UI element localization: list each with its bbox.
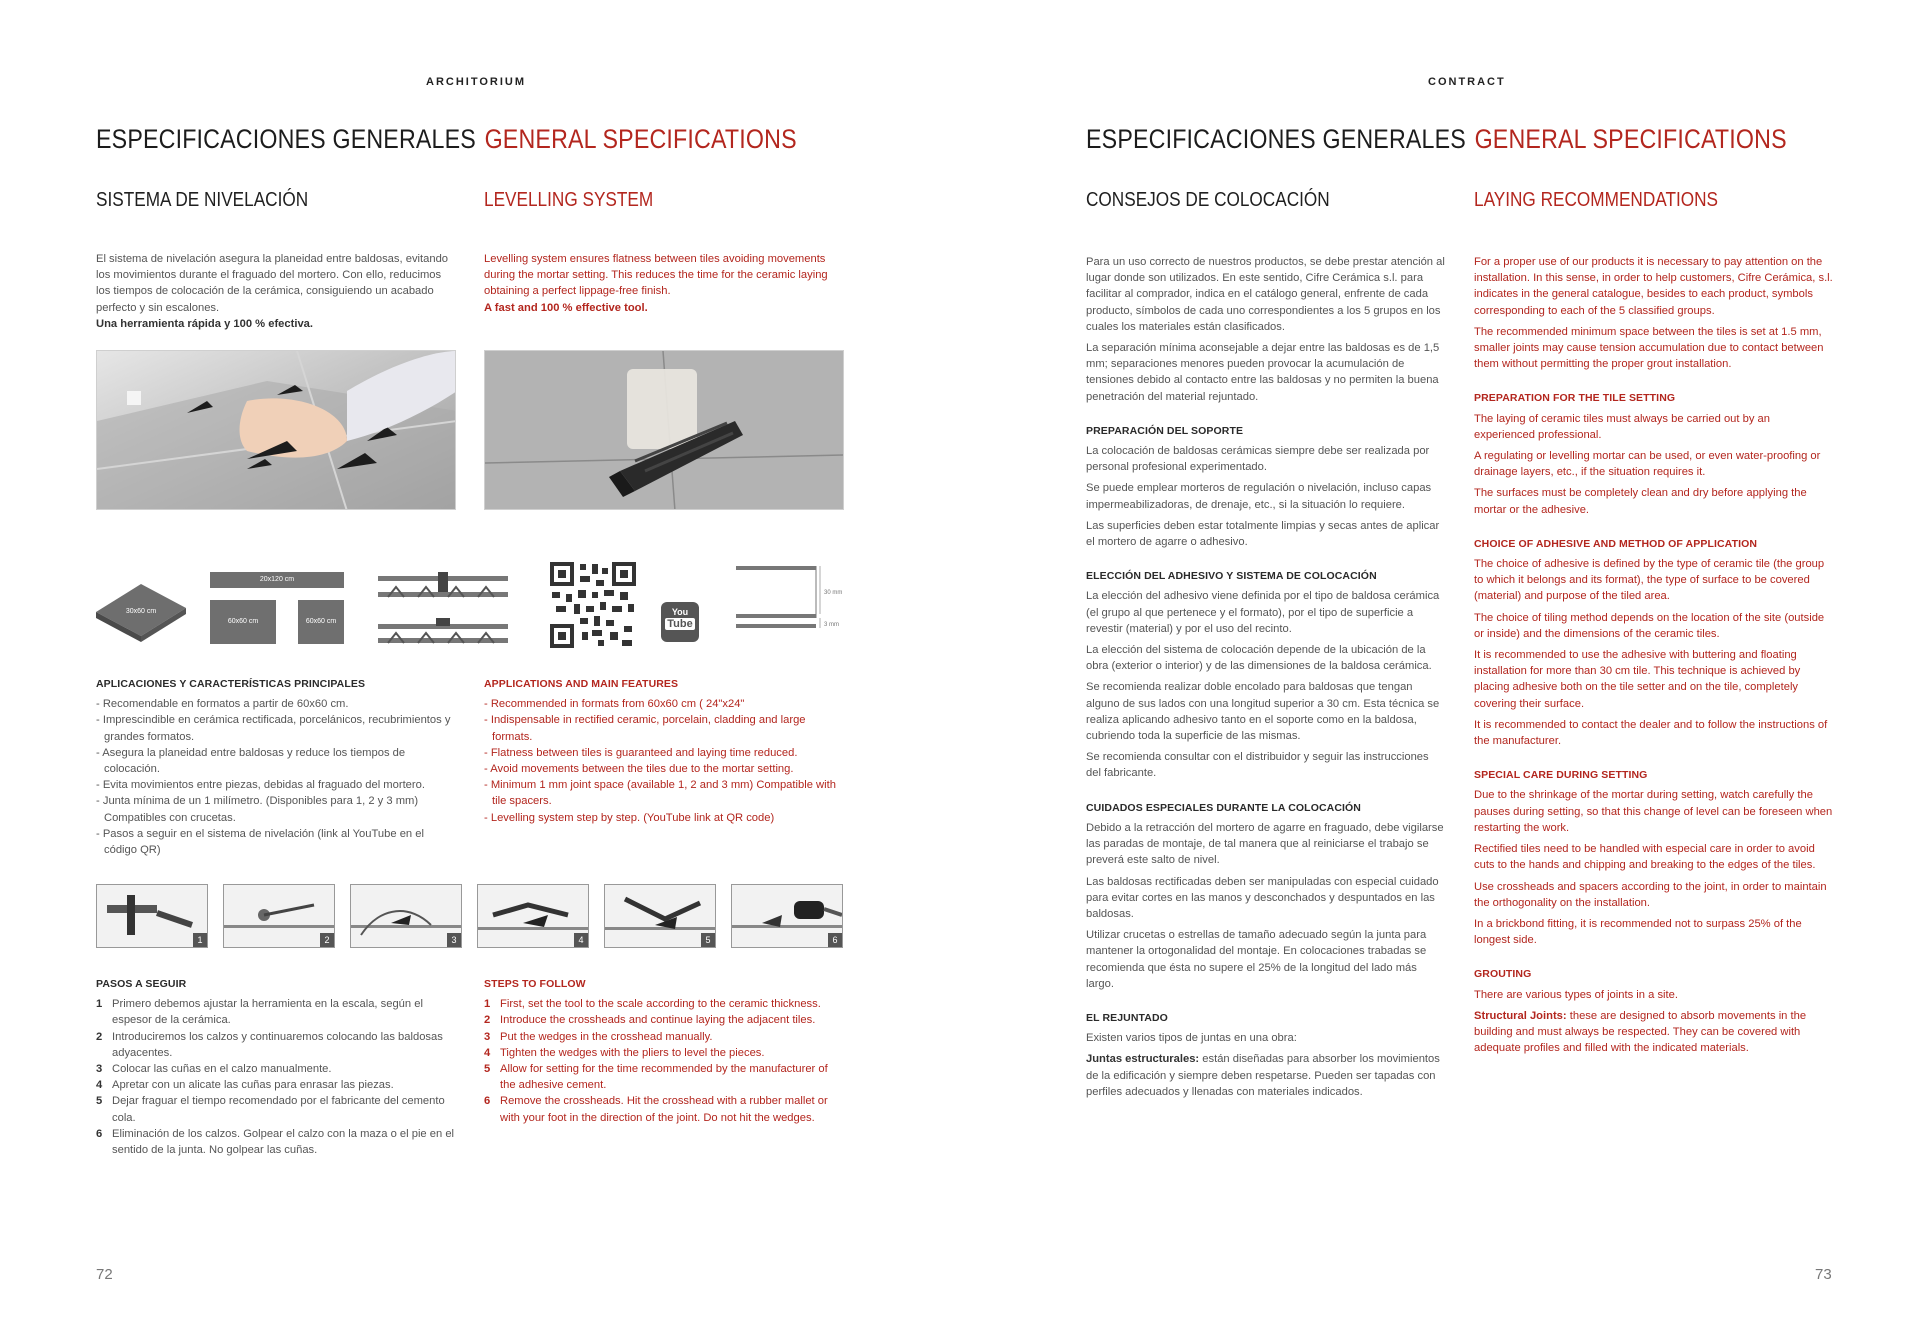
section-title-es: SISTEMA DE NIVELACIÓN: [96, 189, 309, 211]
paragraph: La colocación de baldosas cerámicas siempre debe ser realizada por personal profesional experimentado.: [1086, 445, 1430, 474]
paragraph: The surfaces must be completely clean and dry before applying the mortar or the adhesive.: [1474, 487, 1807, 516]
step-item: [96, 1029, 456, 1061]
running-head-right: CONTRACT: [1428, 76, 1506, 88]
step-text: Put the wedges in the crosshead manually.: [500, 1030, 713, 1043]
paragraph: [1474, 1008, 1834, 1057]
section-title-es-right: CONSEJOS DE COLOCACIÓN: [1086, 189, 1330, 211]
steps-list-es: [96, 996, 456, 1158]
step-item: [96, 1093, 456, 1125]
section-heading: CHOICE OF ADHESIVE AND METHOD OF APPLICATION: [1474, 537, 1758, 550]
section-heading: PREPARATION FOR THE TILE SETTING: [1474, 392, 1676, 405]
step-image: [477, 884, 589, 948]
section-block: [1474, 767, 1834, 948]
list-item: - Levelling system step by step. (YouTube link at QR code): [484, 810, 844, 826]
list-item: - Avoid movements between the tiles due to the mortar setting.: [484, 761, 844, 777]
steps-title-en: STEPS TO FOLLOW: [484, 978, 586, 990]
section-block: [1086, 423, 1446, 550]
page-number-left: 72: [96, 1266, 113, 1283]
paragraph-rest: están diseñadas para absorber los movimientos de la edificación y siempre deben respetarse. Pueden ser tapadas con perfiles adecuados y llenadas con materiales indicados.: [1086, 1053, 1440, 1098]
paragraph: Se recomienda consultar con el distribuidor y seguir las instrucciones del fabricante.: [1086, 751, 1429, 780]
paragraph: The laying of ceramic tiles must always be carried out by an experienced professional.: [1474, 412, 1770, 441]
paragraph: The choice of tiling method depends on the location of the site (outside or inside) and the dimensions of the ceramic tiles.: [1474, 611, 1825, 640]
running-head-left: ARCHITORIUM: [426, 76, 527, 88]
dim-label-bottom: 3 mm: [824, 622, 839, 628]
step-text: Apretar con un alicate las cuñas para enrasar las piezas.: [112, 1079, 394, 1092]
dim-label-top: 30 mm: [824, 590, 843, 596]
step-image-number: 1: [193, 933, 207, 947]
paragraph: Existen varios tipos de juntas en una obra:: [1086, 1032, 1297, 1045]
step-text: Remove the crossheads. Hit the crosshead with a rubber mallet or with your foot in the direction of the joint. Do not hit the wedges.: [500, 1095, 828, 1124]
steps-en: [484, 976, 844, 1126]
paragraph: Se recomienda realizar doble encolado para baldosas que tengan alguno de sus lados con una longitud superior a 30 cm. Esta técnica se realiza aplicando adhesivo tanto en el soporte como en la baldosa, cubriendo toda la superficie de las mismas.: [1086, 681, 1440, 743]
applications-en: [484, 676, 844, 826]
paragraph: Se puede emplear morteros de regulación o nivelación, incluso capas impermeabilizadoras, de drenaje, etc., si la situación lo requiere.: [1086, 482, 1432, 511]
step-item: [96, 1061, 456, 1077]
title-es: ESPECIFICACIONES GENERALES: [96, 124, 476, 154]
title-es-right: ESPECIFICACIONES GENERALES: [1086, 124, 1466, 154]
page-title-left: [96, 124, 797, 155]
sections-en: [1474, 390, 1834, 1056]
step-image: [96, 884, 208, 948]
list-item: - Indispensable in rectified ceramic, porcelain, cladding and large formats.: [484, 712, 844, 744]
section-block: [1086, 1010, 1446, 1100]
paragraph: It is recommended to use the adhesive with buttering and floating installation for more than 30 cm tile. This technique is achieved by placing adhesive both on the tile setter and on the tile, completely covering their surface.: [1474, 649, 1801, 710]
paragraph: In a brickbond fitting, it is recommended not to surpass 25% of the longest side.: [1474, 917, 1802, 947]
paragraph: Para un uso correcto de nuestros productos, se debe prestar atención al lugar donde son utilizados. En este sentido, Cifre Cerámica s.l. para facilitar al comprador, indica en el catálogo general, enfrente de cada producto, símbolos de cada uno correspondientes a los 5 grupos en los cuales los materiales están clasificados.: [1086, 256, 1445, 333]
paragraph: Debido a la retracción del mortero de agarre en fraguado, debe vigilarse las paradas de montaje, de tal manera que al reiniciarse el trabajo se preverá este salto de nivel.: [1086, 821, 1444, 867]
section-block: [1474, 390, 1834, 517]
diagram-row: [96, 560, 846, 650]
step-text: Primero debemos ajustar la herramienta en la escala, según el espesor de la cerámica.: [112, 998, 423, 1027]
bold-lead: Juntas estructurales:: [1086, 1053, 1200, 1066]
paragraph: A regulating or levelling mortar can be used, or even water-proofing or drainage layers, etc., if the situation requires it.: [1474, 450, 1821, 479]
step-text: Eliminación de los calzos. Golpear el calzo con la maza o el pie en el sentido de la junta. No golpear las cuñas.: [112, 1127, 455, 1157]
page-title-right: [1086, 124, 1787, 155]
laying-column-en: [1474, 254, 1834, 1074]
section-heading: SPECIAL CARE DURING SETTING: [1474, 769, 1648, 782]
tile-diagram-30x60: [96, 574, 186, 644]
list-item: - Recommended in formats from 60x60 cm ( 24"x24": [484, 696, 844, 712]
step-number: 3: [484, 1030, 491, 1043]
steps-es: [96, 976, 456, 1158]
section-title-en: LEVELLING SYSTEM: [484, 189, 654, 211]
step-image: [604, 884, 716, 948]
qr-code-icon: [548, 560, 638, 650]
laying-column-es: [1086, 254, 1446, 1118]
step-item: [484, 1029, 844, 1045]
step-number: 5: [96, 1095, 103, 1108]
paragraph: The choice of adhesive is defined by the type of ceramic tile (the group to which it belongs and its format), the type of surface to be covered (material) and purpose of the tiled area.: [1474, 558, 1825, 603]
section-title-en-right: LAYING RECOMMENDATIONS: [1474, 189, 1719, 211]
paragraph: [1086, 1051, 1446, 1100]
section-heading: CUIDADOS ESPECIALES DURANTE LA COLOCACIÓN: [1086, 801, 1361, 814]
list-item: - Pasos a seguir en el sistema de nivelación (link al YouTube en el código QR): [96, 826, 456, 858]
step-text: Colocar las cuñas en el calzo manualmente.: [112, 1063, 332, 1076]
intro-es-right: [1086, 254, 1446, 405]
step-number: 1: [484, 998, 491, 1011]
tile-diagram-20x120: 20x120 cm: [210, 572, 344, 588]
step-item: [96, 1077, 456, 1093]
section-heading: GROUTING: [1474, 968, 1532, 981]
tile-diagram-60x60-b: 60x60 cm: [298, 600, 344, 644]
applications-list-es: [96, 696, 456, 858]
paragraph: La elección del adhesivo viene definida por el tipo de baldosa cerámica (el grupo al que pertenece y el formato), por el tipo de superficie a revestir (material) y por el uso del recinto.: [1086, 590, 1440, 635]
step-number: 4: [96, 1079, 103, 1092]
step-item: [484, 1093, 844, 1125]
steps-list-en: [484, 996, 844, 1126]
step-image: [731, 884, 843, 948]
section-heading: EL REJUNTADO: [1086, 1011, 1168, 1024]
tile-diagram-60x60-a: 60x60 cm: [210, 600, 276, 644]
step-item: [484, 1045, 844, 1061]
section-heading: PREPARACIÓN DEL SOPORTE: [1086, 424, 1244, 437]
photo-hand-levelling: [96, 350, 456, 510]
step-image-number: 6: [828, 933, 842, 947]
bold-lead: Structural Joints:: [1474, 1009, 1567, 1022]
paragraph: Las superficies deben estar totalmente limpias y secas antes de aplicar el mortero de agarre o adhesivo.: [1086, 519, 1440, 549]
steps-title-es: PASOS A SEGUIR: [96, 978, 187, 990]
paragraph: La separación mínima aconsejable a dejar entre las baldosas es de 1,5 mm; separaciones menores pueden provocar la acumulación de tensiones debido al contacto entre las baldosas y no permiten la buena penetración del material rejuntado.: [1086, 342, 1440, 403]
paragraph: The recommended minimum space between the tiles is set at 1.5 mm, smaller joints may cause tension accumulation due to contact between them without permitting the proper grout installation.: [1474, 325, 1824, 371]
paragraph: There are various types of joints in a site.: [1474, 988, 1678, 1001]
intro-en: Levelling system ensures flatness between tiles avoiding movements during the mortar setting. This reduces the time for the ceramic laying obtaining a perfect lippage-free finish. A fast and 100 % effective tool.: [484, 253, 828, 314]
list-item: - Imprescindible en cerámica rectificada, porcelánicos, recubrimientos y grandes formatos.: [96, 712, 456, 744]
section-block: [1474, 966, 1834, 1056]
step-item: [96, 1126, 456, 1158]
step-number: 6: [96, 1127, 103, 1140]
applications-title-en: APPLICATIONS AND MAIN FEATURES: [484, 678, 679, 690]
step-text: Introduce the crossheads and continue laying the adjacent tiles.: [500, 1014, 816, 1027]
paragraph: Use crossheads and spacers according to the joint, in order to maintain the orthogonality on the installation.: [1474, 880, 1827, 909]
intro-es: El sistema de nivelación asegura la planeidad entre baldosas, evitando los movimientos durante el fraguado del mortero. Con ello, reducimos los tiempos de colocación de la cerámica, consiguiendo un acabado perfecto y sin escalones. Una herramienta rápida y 100 % efectiva.: [96, 253, 449, 330]
list-item: - Recomendable en formatos a partir de 60x60 cm.: [96, 696, 456, 712]
paragraph: Utilizar crucetas o estrellas de tamaño adecuado según la junta para mantener la ortogonalidad del montaje. En colocaciones trabadas se recomienda que ésta no supere el 25% de la longitud del lado más largo.: [1086, 929, 1427, 990]
title-en-right: GENERAL SPECIFICATIONS: [1474, 124, 1787, 154]
paragraph: It is recommended to contact the dealer and to follow the instructions of the manufacturer.: [1474, 718, 1828, 748]
step-number: 3: [96, 1063, 103, 1076]
youtube-icon: You Tube: [661, 602, 699, 642]
title-en: GENERAL SPECIFICATIONS: [484, 124, 797, 154]
list-item: - Evita movimientos entre piezas, debidas al fraguado del mortero.: [96, 777, 456, 793]
step-text: First, set the tool to the scale according to the ceramic thickness.: [500, 998, 821, 1011]
step-image-number: 4: [574, 933, 588, 947]
step-number: 6: [484, 1095, 491, 1108]
step-image-number: 5: [701, 933, 715, 947]
paragraph: Rectified tiles need to be handled with especial care in order to avoid cuts to the hands and chipping and breaking to the edges of the tiles.: [1474, 843, 1816, 872]
step-text: Tighten the wedges with the pliers to level the pieces.: [500, 1046, 765, 1059]
applications-title-es: APLICACIONES Y CARACTERÍSTICAS PRINCIPALES: [96, 678, 366, 690]
applications-es: [96, 676, 456, 858]
list-item: - Junta mínima de un 1 milímetro. (Disponibles para 1, 2 y 3 mm) Compatibles con crucetas.: [96, 793, 456, 825]
step-text: Introduciremos los calzos y continuaremos colocando las baldosas adyacentes.: [112, 1030, 443, 1059]
step-number: 5: [484, 1063, 491, 1076]
section-block: [1086, 800, 1446, 992]
levelling-section-diagram: [378, 572, 508, 646]
step-text: Allow for setting for the time recommended by the manufacturer of the adhesive cement.: [500, 1063, 828, 1092]
step-image: [223, 884, 335, 948]
page-number-right: 73: [1815, 1266, 1832, 1283]
list-item: - Asegura la planeidad entre baldosas y reduce los tiempos de colocación.: [96, 745, 456, 777]
joint-dimension-diagram: [736, 566, 846, 646]
tile-label-a: 30x60 cm: [125, 608, 157, 615]
section-block: [1474, 536, 1834, 749]
list-item: - Flatness between tiles is guaranteed and laying time reduced.: [484, 745, 844, 761]
section-heading: ELECCIÓN DEL ADHESIVO Y SISTEMA DE COLOCACIÓN: [1086, 570, 1377, 583]
step-image: [350, 884, 462, 948]
paragraph: For a proper use of our products it is necessary to pay attention on the installation. In this sense, in order to help customers, Cifre Cerámica, s.l. indicates in the general catalogue, besides to each product, symbols corresponding to each of the 5 classified groups.: [1474, 256, 1833, 317]
step-number: 2: [96, 1030, 103, 1043]
intro-en-right: [1474, 254, 1834, 372]
paragraph: Las baldosas rectificadas deben ser manipuladas con especial cuidado para evitar cortes en las manos y desconchados y despuntados en las baldosas.: [1086, 875, 1439, 920]
step-image-number: 2: [320, 933, 334, 947]
list-item: - Minimum 1 mm joint space (available 1, 2 and 3 mm) Compatible with tile spacers.: [484, 777, 844, 809]
applications-list-en: [484, 696, 844, 826]
step-image-number: 3: [447, 933, 461, 947]
step-number: 4: [484, 1046, 491, 1059]
step-text: Dejar fraguar el tiempo recomendado por el fabricante del cemento cola.: [112, 1095, 445, 1124]
step-item: [484, 1061, 844, 1093]
step-item: [484, 996, 844, 1012]
photo-wedge-closeup: [484, 350, 844, 510]
step-number: 2: [484, 1014, 491, 1027]
step-number: 1: [96, 998, 103, 1011]
section-block: [1086, 568, 1446, 781]
step-item: [96, 996, 456, 1028]
paragraph: Due to the shrinkage of the mortar during setting, watch carefully the pauses during setting, so that this change of level can be foreseen when restarting the work.: [1474, 789, 1833, 834]
paragraph: La elección del sistema de colocación depende de la ubicación de la obra (exterior o interior) y de las dimensiones de la baldosa cerámica.: [1086, 644, 1432, 673]
paragraph-rest: these are designed to absorb movements in the building and must always be respected. They can be covered with adequate profiles and filled with the indicated materials.: [1474, 1009, 1807, 1055]
sections-es: [1086, 423, 1446, 1100]
step-item: [484, 1012, 844, 1028]
